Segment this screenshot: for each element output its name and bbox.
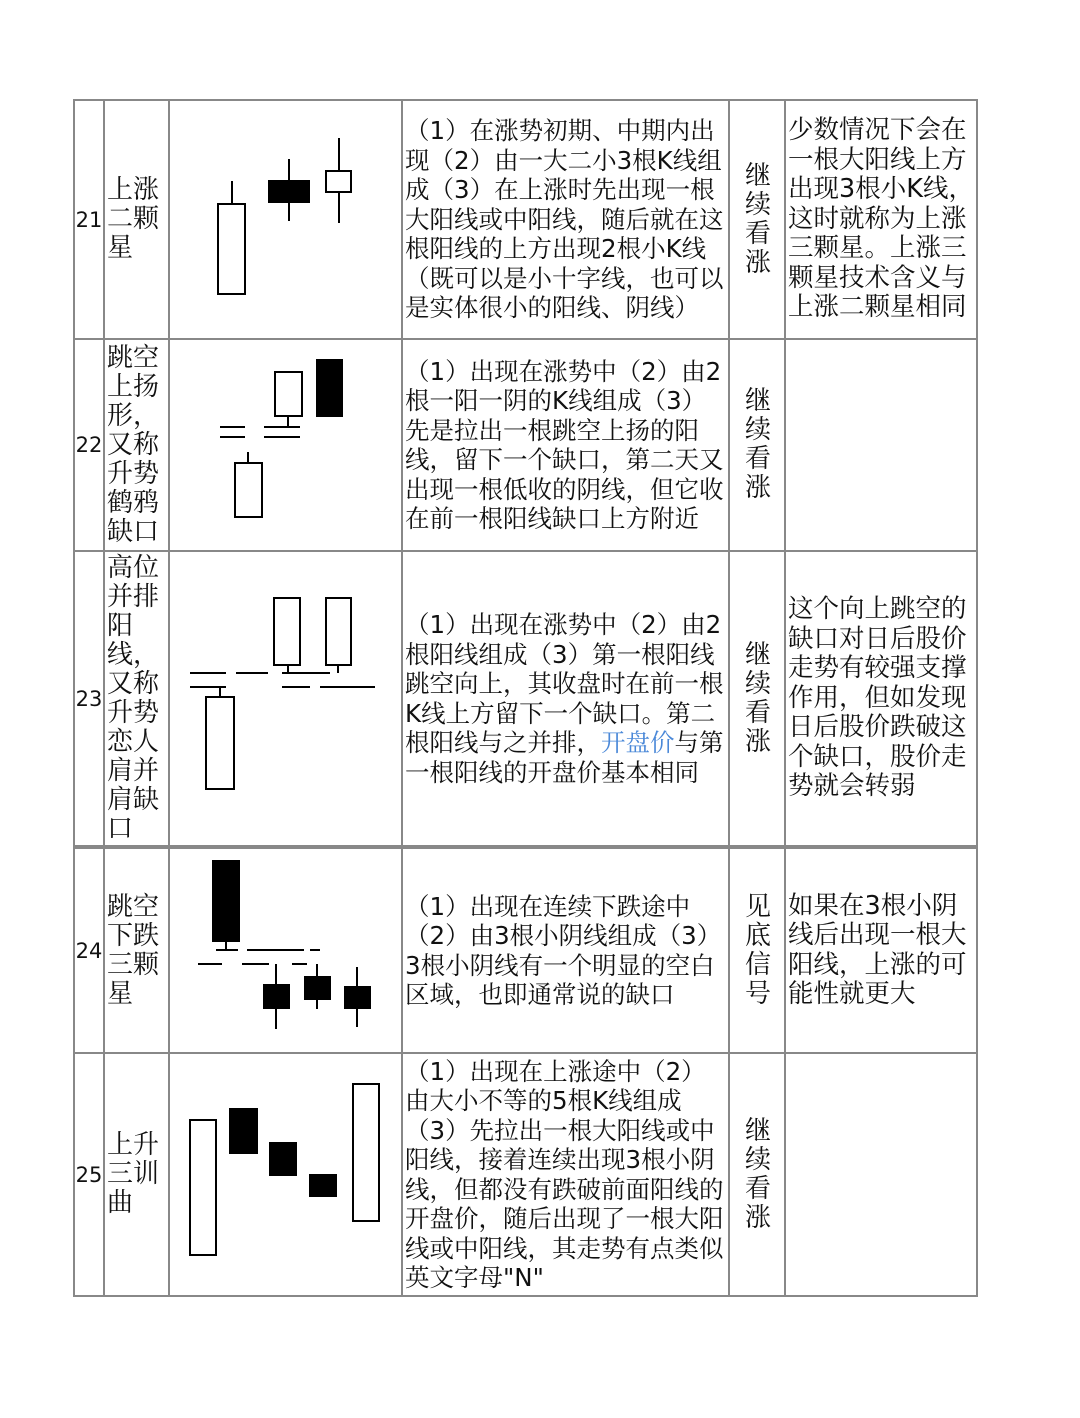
row-number: 25 xyxy=(74,1053,104,1296)
candlestick-diagram xyxy=(169,100,402,339)
pattern-description: （1）在涨势初期、中期内出现（2）由一大二小3根K线组成（3）在上涨时先出现一根大阳线或中阳线，随后就在这根阳线的上方出现2根小K线（既可以是小十字线，也可以是实体很小的阳线、阴线） xyxy=(402,100,729,339)
candle-bullish-parallel xyxy=(326,598,351,665)
candle-large-bullish xyxy=(218,204,245,294)
candlestick-diagram xyxy=(169,339,402,551)
pattern-description: （1）出现在涨势中（2）由2根一阳一阴的K线组成（3）先是拉出一根跳空上扬的阳线，留下一个缺口，第二天又出现一根低收的阴线，但它收在前一根阳线缺口上方附近 xyxy=(402,339,729,551)
table-row xyxy=(74,848,977,1053)
pattern-signal: 见 底 信 号 xyxy=(729,848,785,1053)
pattern-note: 如果在3根小阴线后出现一根大阳线，上涨的可能性就更大 xyxy=(785,848,977,1053)
pattern-description: （1）出现在连续下跌途中（2）由3根小阴线组成（3）3根小阴线有一个明显的空白区域，也即通常说的缺口 xyxy=(402,848,729,1053)
candlestick-diagram xyxy=(169,848,402,1053)
table-row xyxy=(74,339,977,551)
candlestick-figure-21 xyxy=(170,101,402,338)
candlestick-figure-23 xyxy=(170,552,402,845)
pattern-note xyxy=(785,339,977,551)
pattern-signal: 继 续 看 涨 xyxy=(729,100,785,339)
pattern-note xyxy=(785,1053,977,1296)
candlestick-diagram xyxy=(169,1053,402,1296)
candle-small-bearish xyxy=(305,977,330,999)
candlestick-figure-24 xyxy=(170,849,402,1052)
pattern-name: 上涨 二颗 星 xyxy=(104,100,169,339)
row-number: 24 xyxy=(74,848,104,1053)
pattern-signal: 继 续 看 涨 xyxy=(729,551,785,846)
candle-small-bearish xyxy=(230,1109,257,1153)
row-number: 21 xyxy=(74,100,104,339)
candle-small-bearish xyxy=(264,985,289,1008)
candlestick-figure-25 xyxy=(170,1054,402,1295)
pattern-note: 少数情况下会在一根大阳线上方出现3根小K线，这时就称为上涨三颗星。上涨三颗星技术含义与上涨二颗星相同 xyxy=(785,100,977,339)
candle-bearish xyxy=(317,360,342,416)
candle-small-bearish xyxy=(345,987,370,1008)
table-row xyxy=(74,1053,977,1296)
pattern-name: 高位 并排 阳 线， 又称 升势 恋人 肩并 肩缺 口 xyxy=(104,551,169,846)
candle-large-bullish-last xyxy=(353,1084,379,1221)
candle-small-bearish xyxy=(269,181,309,202)
pattern-description: （1）出现在上涨途中（2）由大小不等的5根K线组成（3）先拉出一根大阳线或中阳线，接着连续出现3根小阴线，但都没有跌破前面阳线的开盘价，随后出现了一根大阳线或中阳线，其走势有点类似英文字母"N" xyxy=(402,1053,729,1296)
row-number: 22 xyxy=(74,339,104,551)
pattern-description xyxy=(402,551,729,846)
candle-bullish-first xyxy=(206,697,234,789)
pattern-name: 跳空 下跌 三颗 星 xyxy=(104,848,169,1053)
pattern-name: 跳空 上扬 形， 又称 升势 鹤鸦 缺口 xyxy=(104,339,169,551)
pattern-name: 上升 三训 曲 xyxy=(104,1053,169,1296)
candlestick-figure-22 xyxy=(170,340,402,550)
candle-small-bearish xyxy=(310,1175,336,1196)
candle-bullish-gap xyxy=(275,372,302,416)
pattern-signal: 继 续 看 涨 xyxy=(729,1053,785,1296)
candle-small-bearish xyxy=(270,1143,296,1175)
description-text: （1）出现在涨势中（2）由2根阳线组成（3）第一根阳线跳空向上，其收盘时在前一根K线上方留下一个缺口。第二根阳线与之并排， xyxy=(405,610,724,757)
table-row xyxy=(74,551,977,846)
candle-bullish-gap xyxy=(274,598,300,665)
candle-small-bullish xyxy=(326,171,351,192)
description-text: 与第一根阳线的开盘价基本相同 xyxy=(405,728,724,787)
opening-price-link[interactable]: 开盘价 xyxy=(601,728,675,757)
table-row xyxy=(74,100,977,339)
row-number: 23 xyxy=(74,551,104,846)
pattern-note: 这个向上跳空的缺口对日后股价走势有较强支撑作用，但如发现日后股价跌破这个缺口，股价走势就会转弱 xyxy=(785,551,977,846)
candlestick-diagram xyxy=(169,551,402,846)
pattern-signal: 继 续 看 涨 xyxy=(729,339,785,551)
pattern-table-upper xyxy=(73,99,978,847)
candle-large-bearish xyxy=(213,861,239,941)
candle-bullish xyxy=(235,463,262,517)
candle-large-bullish-first xyxy=(190,1120,216,1255)
pattern-table-lower xyxy=(73,847,978,1297)
